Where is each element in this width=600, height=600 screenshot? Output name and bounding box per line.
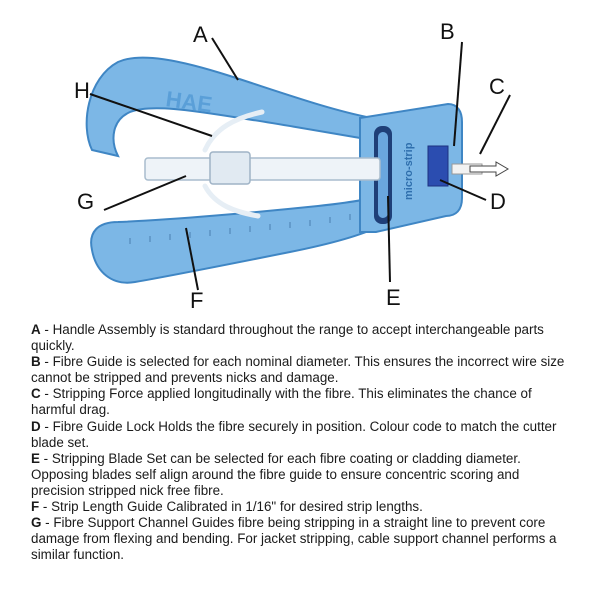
legend-letter: D [31, 418, 41, 434]
legend-text: - Stripping Blade Set can be selected for each fibre coating or cladding diameter. Opposing blades self align around the fibre guide to ensure concentric scoring and precision stripped nick free fibre. [31, 450, 521, 498]
handle-logo: HAE [164, 86, 214, 118]
channel-carriage [210, 152, 250, 184]
legend-item-d [31, 419, 576, 451]
callout-c: C [489, 74, 505, 99]
legend-text: - Stripping Force applied longitudinally with the fibre. This eliminates the chance of harmful drag. [31, 386, 532, 418]
legend-text: - Handle Assembly is standard throughout the range to accept interchangeable parts quickly. [31, 322, 544, 354]
legend-item-b [31, 354, 576, 386]
callout-d: D [490, 189, 506, 214]
leader-g [104, 176, 186, 210]
legend-letter: G [31, 515, 42, 531]
head-brand: micro-strip [403, 142, 415, 200]
leader-c [480, 95, 510, 154]
legend [31, 322, 576, 563]
legend-item-g [31, 515, 576, 563]
legend-item-c [31, 386, 576, 418]
legend-text: - Fibre Guide is selected for each nominal diameter. This ensures the incorrect wire size cannot be stripped and prevents nicks and damage. [31, 354, 565, 386]
callout-b: B [440, 19, 455, 44]
legend-item-e [31, 451, 576, 499]
fibre-support-channel [145, 158, 380, 180]
legend-letter: E [31, 450, 40, 466]
callout-a: A [193, 22, 208, 47]
legend-letter: F [31, 499, 40, 515]
legend-text: - Fibre Support Channel Guides fibre being stripping in a straight line to prevent core damage from flexing and bending. For jacket stripping, cable support channel performs a similar function. [31, 515, 557, 563]
callout-e: E [386, 285, 401, 310]
fibre-guide-lock [428, 146, 448, 186]
legend-text: - Strip Length Guide Calibrated in 1/16" for desired strip lengths. [39, 499, 423, 515]
legend-letter: B [31, 354, 41, 370]
legend-item-a [31, 322, 576, 354]
callout-h: H [74, 78, 90, 103]
callout-g: G [77, 189, 95, 214]
callout-f: F [190, 288, 204, 313]
legend-item-f [31, 499, 576, 515]
legend-text: - Fibre Guide Lock Holds the fibre securely in position. Colour code to match the cutter blade set. [31, 418, 557, 450]
legend-letter: A [31, 322, 41, 337]
legend-letter: C [31, 386, 41, 402]
